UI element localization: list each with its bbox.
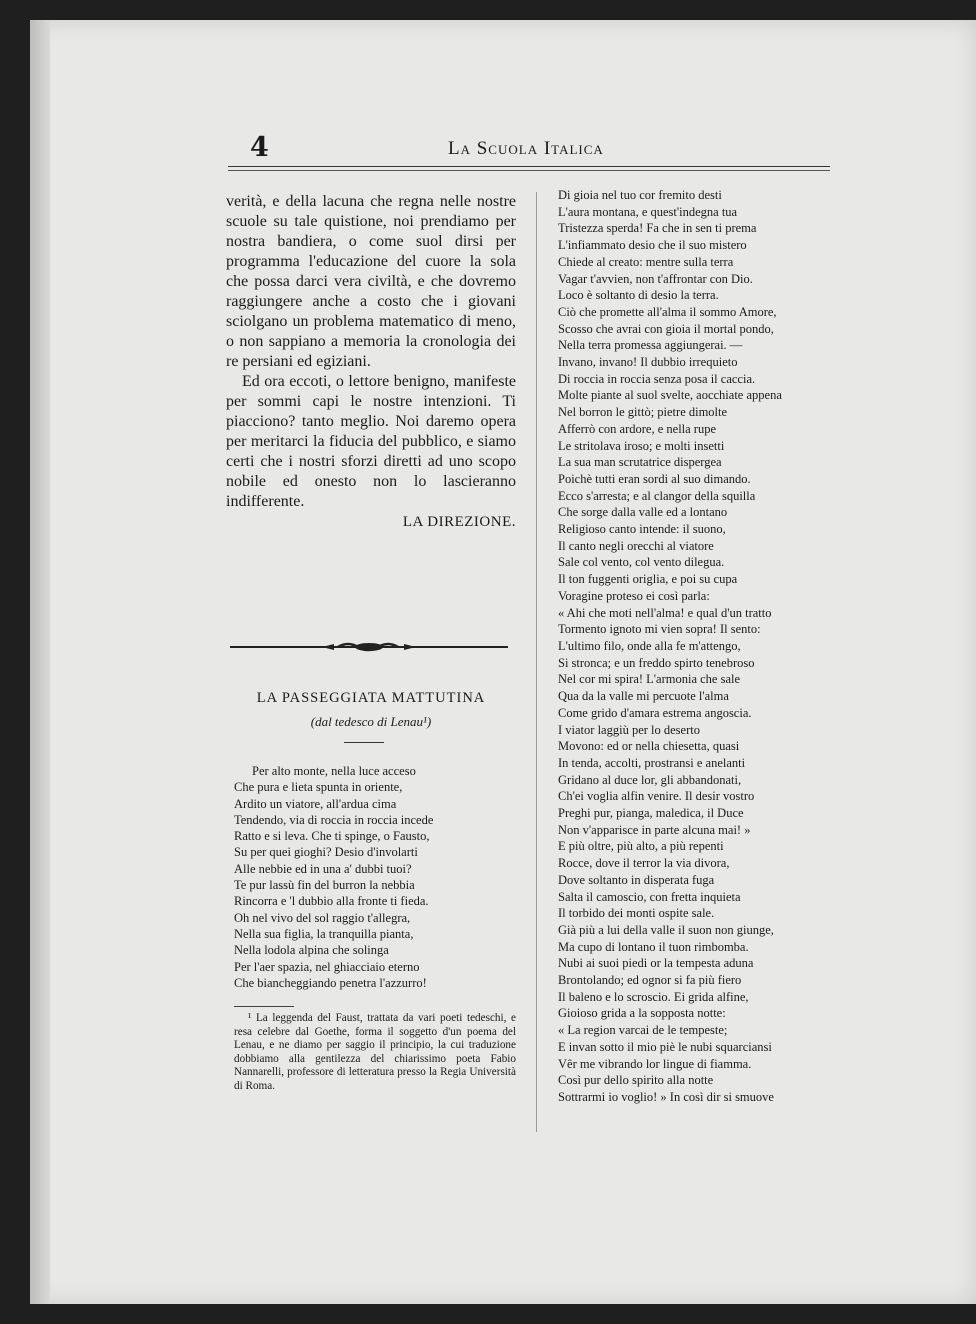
poem-line: I viator laggiù per lo deserto bbox=[558, 722, 700, 737]
poem-line: Loco è soltanto di desio la terra. bbox=[558, 288, 719, 303]
poem-line: Il canto negli orecchi al viatore bbox=[558, 538, 714, 553]
poem-line: Invano, invano! Il dubbio irrequieto bbox=[558, 355, 738, 370]
poem-line: « La region varcai de le tempeste; bbox=[558, 1023, 728, 1038]
poem-line: E invan sotto il mio piè le nubi squarciansi bbox=[558, 1039, 772, 1054]
poem-line: Dove soltanto in disperata fuga bbox=[558, 872, 715, 887]
poem-line: Afferrò con ardore, e nella rupe bbox=[558, 421, 717, 436]
poem-line: Religioso canto intende: il suono, bbox=[558, 522, 726, 537]
poem-line: Qua da la valle mi percuote l'alma bbox=[558, 689, 729, 704]
poem-line: La sua man scrutatrice dispergea bbox=[558, 455, 722, 470]
poem-line: Rocce, dove il terror la via divora, bbox=[558, 856, 730, 871]
poem-line: L'aura montana, e quest'indegna tua bbox=[558, 204, 738, 219]
editorial-paragraph-1: verità, e della lacuna che regna nelle nostre scuole su tale quistione, noi prendiamo per nostra bandiera, o come suol dirsi per programma l'educazione del cuore la sola che possa darci vera civiltà, e che dovremo raggiungere anche a costo che i giovani sciolgano un problema matematico di meno, o non sappiano a memoria la cronologia dei re persiani ed egiziani. bbox=[226, 193, 516, 370]
poem-line: In tenda, accolti, prostransi e anelanti bbox=[558, 755, 746, 770]
poem-line: L'ultimo filo, onde alla fe m'attengo, bbox=[558, 638, 741, 653]
poem-line: Di roccia in roccia senza posa il caccia. bbox=[558, 371, 756, 386]
footnote-rule bbox=[234, 1006, 294, 1007]
poem-line: E più oltre, più alto, a più repenti bbox=[558, 839, 724, 854]
poem-line: Ma cupo di lontano il tuon rimbomba. bbox=[558, 939, 749, 954]
poem-line: Ciò che promette all'alma il sommo Amore, bbox=[558, 304, 777, 319]
ornamental-divider bbox=[230, 640, 508, 654]
poem-line: Vagar t'avvien, non t'affrontar con Dio. bbox=[558, 271, 753, 286]
poem-line: Si stronca; e un freddo spirto tenebroso bbox=[558, 655, 755, 670]
page-number: 4 bbox=[250, 132, 269, 163]
poem-line: Nella terra promessa aggiungerai. — bbox=[558, 338, 743, 353]
page-edge-shadow bbox=[30, 20, 50, 1304]
poem-line: Alle nebbie ed in una a' dubbi tuoi? bbox=[234, 861, 412, 876]
poem-line: Per alto monte, nella luce acceso bbox=[252, 764, 416, 778]
poem-line: Già più a lui della valle il suon non giunge, bbox=[558, 922, 774, 937]
poem-line: Ecco s'arresta; e al clangor della squilla bbox=[558, 488, 756, 503]
poem-line: Te pur lassù fin del burron la nebbia bbox=[234, 878, 415, 893]
poem-line: Ch'ei voglia alfin venire. Il desir vostro bbox=[558, 789, 755, 804]
poem-line: Sale col vento, col vento dilegua. bbox=[558, 555, 725, 570]
running-title: La Scuola Italica bbox=[448, 138, 604, 159]
poem-line: Tristezza sperda! Fa che in sen ti prema bbox=[558, 221, 757, 236]
poem-line: Nella lodola alpina che solinga bbox=[234, 943, 389, 958]
poem-line: Nella sua figlia, la tranquilla pianta, bbox=[234, 926, 414, 941]
editorial-column bbox=[226, 192, 516, 531]
poem-line: L'infiammato desio che il suo mistero bbox=[558, 238, 747, 253]
poem-line: Che pura e lieta spunta in oriente, bbox=[234, 780, 403, 795]
poem-line: Scosso che avrai con gioia il mortal pondo, bbox=[558, 321, 774, 336]
editorial-text bbox=[226, 192, 516, 512]
poem-line: Movono: ed or nella chiesetta, quasi bbox=[558, 739, 740, 754]
footnote: ¹ La leggenda del Faust, trattata da vari poeti tedeschi, e resa celebre dal Goethe, forma il soggetto d'un poema del Lenau, e ne diamo per saggio il principio, la cui traduzione dobbiamo alla gentilezza del chiarissimo poeta Fabio Nannarelli, professore di letteratura presso la Regia Università di Roma. bbox=[234, 1012, 516, 1092]
poem-line: Il torbido dei monti ospite sale. bbox=[558, 906, 715, 921]
poem-line: Oh nel vivo del sol raggio t'allegra, bbox=[234, 910, 411, 925]
poem-line: Il baleno e lo scroscio. Ei grida alfine, bbox=[558, 989, 749, 1004]
poem-line: Come grido d'amara estrema angoscia. bbox=[558, 705, 752, 720]
title-dash bbox=[344, 742, 384, 743]
poem-line: Che sorge dalla valle ed a lontano bbox=[558, 505, 728, 520]
poem-line: Ratto e si leva. Che ti spinge, o Fausto, bbox=[234, 829, 430, 844]
poem-line: Che biancheggiando penetra l'azzurro! bbox=[234, 975, 427, 990]
poem-line: Per l'aer spazia, nel ghiacciaio eterno bbox=[234, 959, 420, 974]
poem-line: Chiede al creato: mentre sulla terra bbox=[558, 254, 734, 269]
poem-line: « Ahi che moti nell'alma! e qual d'un tratto bbox=[558, 605, 772, 620]
poem-line: Nel borron le gittò; pietre dimolte bbox=[558, 405, 728, 420]
poem-line: Rincorra e 'l dubbio alla fronte ti fieda. bbox=[234, 894, 429, 909]
poem-line: Di gioia nel tuo cor fremito desti bbox=[558, 188, 722, 202]
header-rule-top bbox=[228, 166, 830, 167]
poem-line: Il ton fuggenti origlia, e poi su cupa bbox=[558, 572, 738, 587]
poem-line: Gridano al duce lor, gli abbandonati, bbox=[558, 772, 742, 787]
poem-line: Poichè tutti eran sordi al suo dimando. bbox=[558, 471, 751, 486]
poem-line: Tendendo, via di roccia in roccia incede bbox=[234, 812, 434, 827]
header-rule-bottom bbox=[228, 170, 830, 171]
column-divider bbox=[536, 192, 537, 1132]
poem-line: Così pur dello spirito alla notte bbox=[558, 1073, 714, 1088]
poem-line: Preghi pur, pianga, maledica, il Duce bbox=[558, 806, 744, 821]
poem-line: Su per quei gioghi? Desio d'involarti bbox=[234, 845, 418, 860]
poem-line: Salta il camoscio, con fretta inquieta bbox=[558, 889, 741, 904]
poem-line: Vêr me vibrando lor lingue di fiamma. bbox=[558, 1056, 752, 1071]
poem-left-column bbox=[234, 763, 524, 991]
poem-title: LA PASSEGGIATA MATTUTINA bbox=[256, 690, 486, 706]
poem-right-column bbox=[558, 187, 858, 1106]
poem-line: Voragine proteso ei così parla: bbox=[558, 588, 710, 603]
poem-line: Ardito un viatore, all'ardua cima bbox=[234, 796, 397, 811]
poem-subtitle: (dal tedesco di Lenau¹) bbox=[310, 714, 432, 729]
editorial-paragraph-2: Ed ora eccoti, o lettore benigno, manifeste per sommi capi le nostre intenzioni. Ti piacciono? tanto meglio. Noi daremo opera per meritarci la fiducia del pubblico, e siamo certi che i nostri sforzi diretti ad uno scopo nobile ed onesto non lo lascieranno indifferente. bbox=[226, 373, 516, 510]
poem-line: Sottrarmi io voglio! » In così dir si smuove bbox=[558, 1089, 774, 1104]
poem-line: Molte piante al suol svelte, aocchiate appena bbox=[558, 388, 782, 403]
poem-line: Le stritolava iroso; e molti insetti bbox=[558, 438, 725, 453]
poem-line: Brontolando; ed ognor si fa più fiero bbox=[558, 973, 742, 988]
poem-line: Nel cor mi spira! L'armonia che sale bbox=[558, 672, 741, 687]
poem-line: Gioioso grida a la sopposta notte: bbox=[558, 1006, 726, 1021]
poem-line: Tormento ignoto mi vien sopra! Il sento: bbox=[558, 622, 761, 637]
poem-line: Non v'apparisce in parte alcuna mai! » bbox=[558, 822, 751, 837]
poem-line: Nubi ai suoi piedi or la tempesta aduna bbox=[558, 956, 754, 971]
editorial-signature: LA DIREZIONE. bbox=[402, 514, 516, 530]
